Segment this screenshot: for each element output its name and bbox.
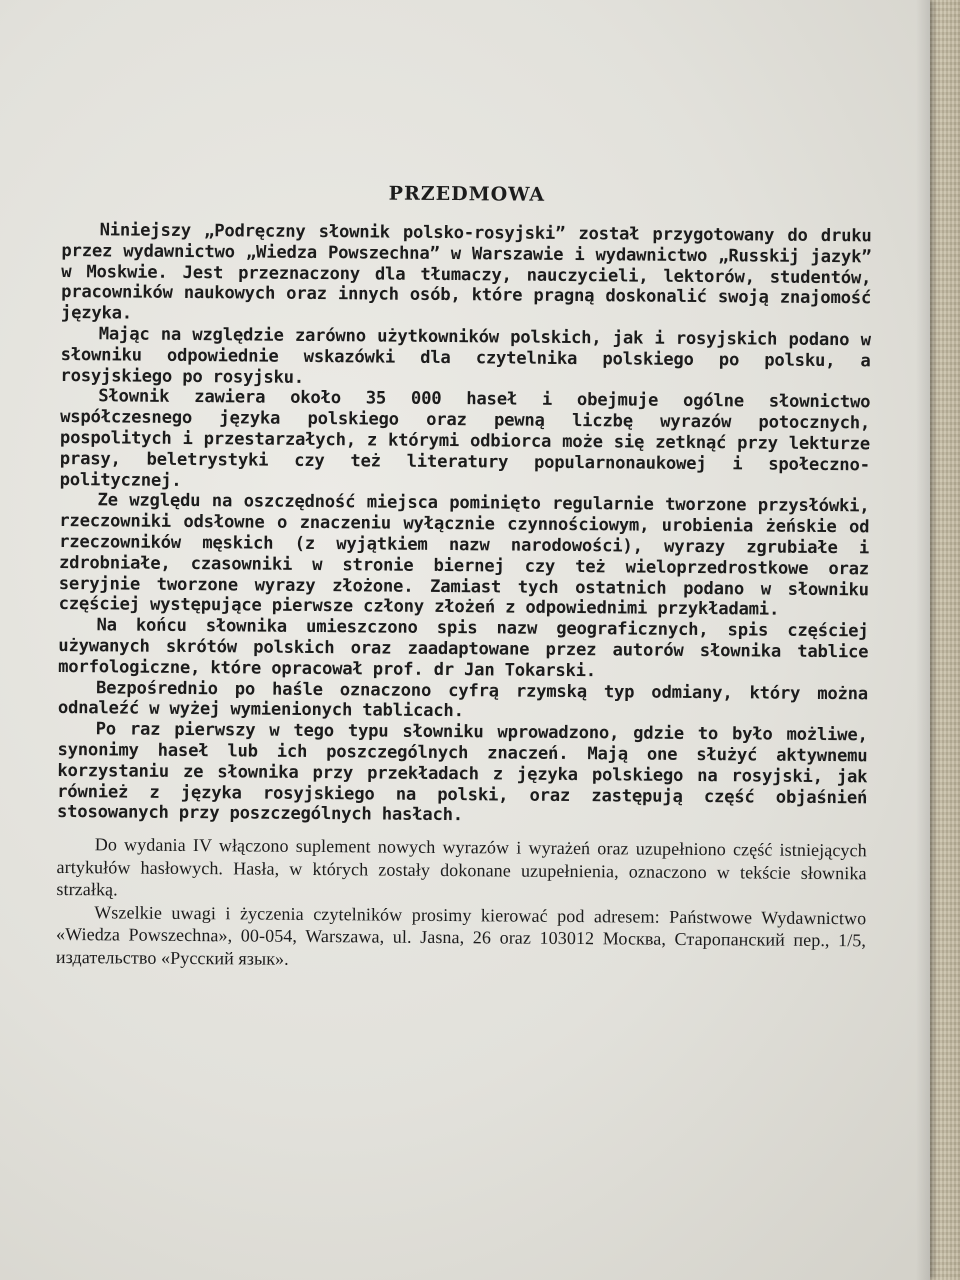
page-edge-shadow — [916, 0, 930, 1280]
paragraph-users: Mając na względzie zarówno użytkowników polskich, jak i rosyjskich podano w słowniku odpowiednie wskazówki dla czytelnika polskiego po polsku, a rosyjskiego po rosyjsku. — [60, 324, 871, 388]
paragraph-scope: Słownik zawiera około 35 000 haseł i obejmuje ogólne słownictwo współczesnego języka polskiego oraz pewną liczbę wyrazów potocznych, pospolitych i przestarzałych, z którymi odbiorca może się zetknąć przy lekturze prasy, beletrystyki czy też literatury popularnonaukowej i społeczno-politycznej. — [59, 386, 871, 491]
supplement-body — [56, 833, 867, 974]
paragraph-contact-address: Wszelkie uwagi i życzenia czytelników prosimy kierować pod adresem: Państwowe Wydawnictwo «Wiedza Powszechna», 00-054, Warszawa, ul. Jasna, 26 oraz 103012 Москва, Старопанский пер., 1/5, издательство «Русский язык». — [55, 901, 867, 969]
paragraph-intro: Niniejszy „Podręczny słownik polsko-rosyjski” został przygotowany do druku przez wydawnictwo „Wiedza Powszechna” w Warszawie i wydawnictwo „Russkij jazyk” w Moskwie. Jest przeznaczony dla tłumaczy, nauczycieli, lektorów, studentów, pracowników naukowych oraz innych osób, które pragną doskonalić swoją znajomość języka. — [60, 220, 872, 324]
paragraph-appendices: Na końcu słownika umieszczono spis nazw geograficznych, spis częściej używanych skrótów polskich oraz zaadaptowane przez autorów słownika tablice morfologiczne, które opracował prof. dr Jan Tokarski. — [58, 615, 869, 681]
paragraph-edition-iv: Do wydania IV włączono suplement nowych wyrazów i wyrażeń oraz uzupełniono część istniejących artykułów hasłowych. Hasła, w których zostały dokonane uzupełnienia, oznaczono w tekście słownika strzałką. — [56, 834, 867, 900]
page-title: PRZEDMOWA — [388, 182, 546, 206]
paragraph-declension: Bezpośrednio po haśle oznaczono cyfrą rzymską typ odmiany, który można odnaleźć w wyżej wymienionych tablicach. — [57, 677, 869, 722]
paragraph-omissions: Ze względu na oszczędność miejsca pominięto regularnie tworzone przysłówki, rzeczowniki odsłowne o znaczeniu wyłącznie czynnościowym, urobienia żeńskie od rzeczowników męskich (z wyjątkiem nazw narodowości), wyrazy zgrubiałe i zdrobniałe, czasowniki w stronie biernej czy też wieloprzedrostkowe oraz seryjnie tworzone wyrazy złożone. Zamiast tych ostatnich podano w słowniku częściej występujące pierwsze człony złożeń z odpowiednimi przykładami. — [58, 490, 870, 620]
preface-body — [57, 220, 872, 829]
paragraph-synonyms: Po raz pierwszy w tego typu słowniku wprowadzono, gdzie to było możliwe, synonimy haseł lub ich poszczególnych znaczeń. Mają one służyć aktywnemu korzystaniu ze słownika przy przekładach z języka polskiego na rosyjski, jak również z języka rosyjskiego na polski, oraz zastępują część objaśnień stosowanych przy poszczególnych hasłach. — [56, 719, 868, 826]
preface-text-block — [56, 180, 872, 974]
